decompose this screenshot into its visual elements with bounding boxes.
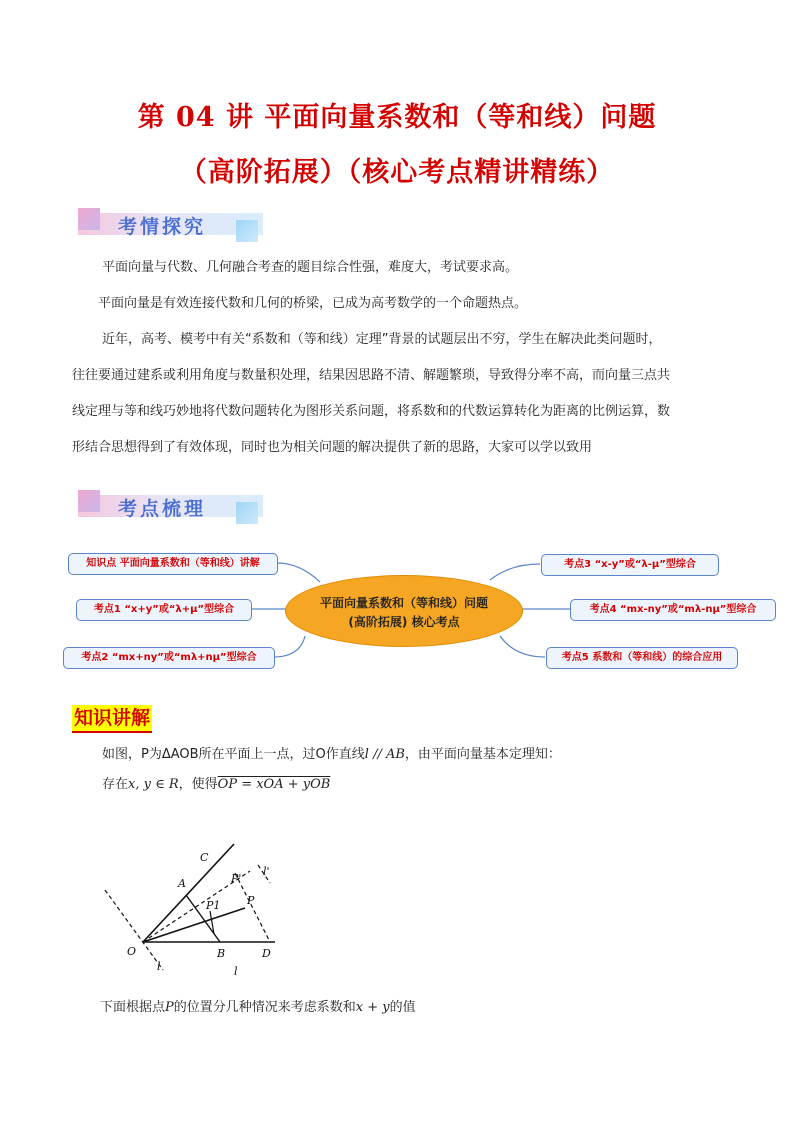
explain-line1-text: 如图，P为ΔAOB所在平面上一点，过O作直线 bbox=[102, 747, 365, 762]
explain-last-line bbox=[100, 999, 416, 1016]
section-heading-analysis bbox=[78, 208, 263, 242]
explain-last-mid: 的位置分几种情况来考虑系数和 bbox=[173, 1000, 356, 1015]
paragraph-1: 平面向量与代数、几何融合考查的题目综合性强，难度大，考试要求高。 bbox=[102, 260, 519, 275]
label-c: C bbox=[200, 851, 209, 864]
math-p: P bbox=[165, 1000, 174, 1015]
page-title-line2: （高阶拓展）（核心考点精讲精练） bbox=[179, 157, 615, 188]
label-d: D bbox=[262, 947, 271, 960]
mindmap-node-topic5[interactable]: 考点5 系数和（等和线）的综合应用 bbox=[546, 647, 738, 669]
mindmap-node-topic1[interactable]: 考点1 “x+y”或“λ+μ”型综合 bbox=[76, 599, 252, 621]
knowledge-keyword: 知识讲解 bbox=[72, 705, 152, 733]
paragraph-3-line3: 线定理与等和线巧妙地将代数问题转化为图形关系问题，将系数和的代数运算转化为距离的比例运算，数 bbox=[72, 404, 671, 419]
math-l-parallel-ab: l // AB bbox=[364, 747, 405, 762]
mindmap-center-line1: 平面向量系数和（等和线）问题 bbox=[319, 596, 488, 610]
explain-last-suffix: 的值 bbox=[389, 1000, 416, 1015]
mindmap-node-topic2[interactable]: 考点2 “mx+ny”或“mλ+nμ”型综合 bbox=[63, 647, 275, 669]
label-l-bottom: l bbox=[234, 965, 238, 978]
section-heading-label: 考点梳理 bbox=[118, 498, 207, 520]
label-l-left: l bbox=[157, 960, 161, 973]
label-p1: P1 bbox=[206, 899, 221, 912]
mindmap-node-topic3[interactable]: 考点3 “x-y”或“λ-μ”型综合 bbox=[541, 554, 719, 576]
math-vector-equation: OP = xOA + yOB bbox=[217, 777, 331, 792]
page-title-line1: 第 04 讲 平面向量系数和（等和线）问题 bbox=[137, 102, 657, 133]
label-p: P bbox=[247, 894, 255, 907]
label-o: O bbox=[127, 945, 137, 958]
label-l-prime: l' bbox=[263, 865, 270, 878]
paragraph-3-line2: 往往要通过建系或利用角度与数量积处理，结果因思路不清、解题繁琐，导致得分率不高，而向量三点共 bbox=[72, 368, 671, 383]
paragraph-2: 平面向量是有效连接代数和几何的桥梁，已成为高考数学的一个命题热点。 bbox=[98, 296, 528, 311]
explain-line2 bbox=[102, 776, 330, 793]
explain-line2-mid: ，使得 bbox=[178, 777, 218, 792]
math-xy-in-r: x, y ∈ R bbox=[128, 777, 179, 792]
paragraph-3-line4: 形结合思想得到了有效体现，同时也为相关问题的解决提供了新的思路，大家可以学以致用 bbox=[72, 440, 593, 455]
section-heading-label: 考情探究 bbox=[118, 216, 207, 238]
explain-line1 bbox=[102, 746, 561, 763]
mindmap-node-topic4[interactable]: 考点4 “mx-ny”或“mλ-nμ”型综合 bbox=[570, 599, 776, 621]
geometry-figure bbox=[100, 835, 290, 985]
math-x-plus-y: x + y bbox=[355, 1000, 390, 1015]
label-p-prime: P' bbox=[231, 872, 242, 885]
mindmap-center-line2: (高阶拓展) 核心考点 bbox=[348, 615, 460, 629]
label-b: B bbox=[217, 947, 226, 960]
explain-line1-suffix: ，由平面向量基本定理知： bbox=[404, 747, 561, 762]
mindmap-center-node bbox=[285, 575, 523, 647]
section-heading-outline bbox=[78, 490, 263, 524]
explain-line2-text: 存在 bbox=[102, 777, 129, 792]
paragraph-3-line1: 近年，高考、模考中有关“系数和（等和线）定理”背景的试题层出不穷，学生在解决此类问题时， bbox=[102, 332, 662, 347]
explain-last-text: 下面根据点 bbox=[100, 1000, 166, 1015]
label-a: A bbox=[178, 877, 186, 890]
mindmap-node-knowledge[interactable]: 知识点 平面向量系数和（等和线）讲解 bbox=[68, 553, 278, 575]
